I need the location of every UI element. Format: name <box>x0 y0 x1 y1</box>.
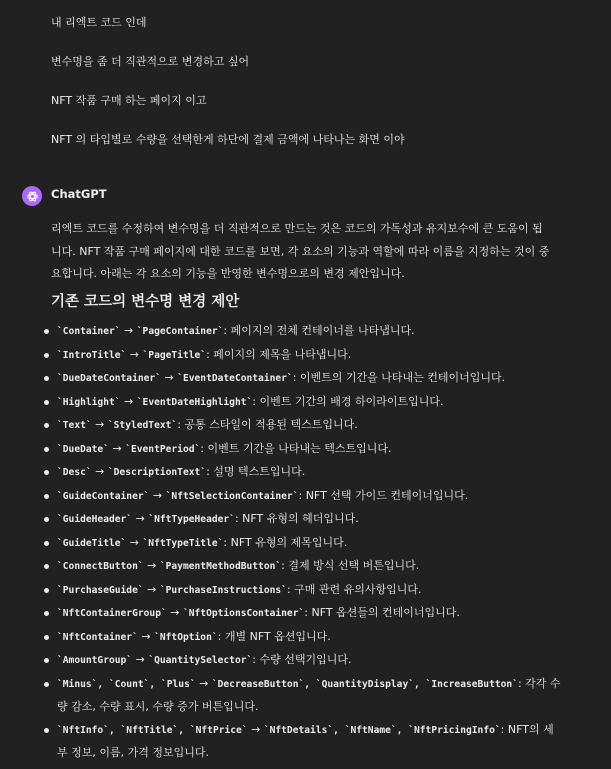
new-variable-name: `DescriptionText` <box>107 467 207 478</box>
old-variable-name: `GuideTitle` <box>57 537 127 549</box>
bullet-icon <box>44 470 49 475</box>
list-item <box>44 532 564 556</box>
rename-suggestion-list <box>44 320 564 765</box>
item-description: : 구매 관련 유의사항입니다. <box>286 582 422 596</box>
item-description: : 수량 선택기입니다. <box>252 653 352 666</box>
item-description: : 결제 방식 선택 버튼입니다. <box>281 559 420 572</box>
bullet-icon <box>44 658 49 663</box>
assistant-name: ChatGPT <box>51 187 107 201</box>
list-item <box>44 673 564 719</box>
item-description: : NFT 유형의 헤더입니다. <box>234 512 359 525</box>
assistant-avatar <box>22 186 42 206</box>
bullet-icon <box>44 423 49 428</box>
bullet-icon <box>44 494 49 499</box>
old-variable-name: `PurchaseGuide` <box>57 584 144 596</box>
old-variable-name: `Text` <box>57 420 92 431</box>
arrow-icon: → <box>91 418 108 431</box>
arrow-icon: → <box>247 722 264 736</box>
old-variable-name: `DueDateContainer` <box>57 373 161 384</box>
list-item <box>44 508 564 532</box>
old-variable-name: `DueDate` <box>57 443 109 455</box>
arrow-icon: → <box>143 582 160 596</box>
new-variable-name: `NftDetails`, `NftName`, `NftPricingInfo` <box>263 724 501 736</box>
new-variable-name: `DecreaseButton`, `QuantityDisplay`, `IncreaseButton` <box>211 678 518 690</box>
list-item <box>44 320 564 344</box>
bullet-icon <box>44 728 49 733</box>
section-heading: 기존 코드의 변수명 변경 제안 <box>51 294 240 310</box>
arrow-icon: → <box>160 371 178 384</box>
arrow-icon: → <box>195 676 212 690</box>
old-variable-name: `NftInfo`, `NftTitle`, `NftPrice` <box>57 724 248 736</box>
new-variable-name: `PurchaseInstructions` <box>159 584 287 596</box>
new-variable-name: `PageTitle` <box>142 349 207 361</box>
item-description: : 공통 스타일이 적용된 텍스트입니다. <box>177 418 358 431</box>
item-description: : 페이지의 제목을 나타냅니다. <box>206 347 352 361</box>
list-item <box>44 719 564 765</box>
old-variable-name: `NftContainer` <box>57 631 138 643</box>
new-variable-name: `PageContainer` <box>136 326 224 337</box>
bullet-icon <box>44 376 49 381</box>
arrow-icon: → <box>132 653 149 666</box>
old-variable-name: `NftContainerGroup` <box>57 608 167 619</box>
old-variable-name: `IntroTitle` <box>57 349 127 361</box>
list-item <box>44 414 564 438</box>
item-description: : 이벤트 기간의 배경 하이라이트입니다. <box>252 394 444 408</box>
item-description: : 이벤트 기간을 나타내는 텍스트입니다. <box>200 441 392 455</box>
old-variable-name: `AmountGroup` <box>57 655 133 666</box>
bullet-icon <box>44 329 49 334</box>
assistant-intro-paragraph: 리엑트 코드를 수정하여 변수명을 더 직관적으로 만드는 것은 코드의 가독성과 유지보수에 큰 도움이 됩니다. NFT 작품 구매 페이지에 대한 코드를 보면, 각 요소의 기능과 역할에 따라 이름을 지정하는 것이 중요합니다. 아래는 각 요소의 기능을 반영한 변수명으로의 변경 제안입니다. <box>51 222 550 280</box>
arrow-icon: → <box>120 394 137 408</box>
item-description: : 설명 텍스트입니다. <box>206 465 306 478</box>
list-item <box>44 626 564 650</box>
user-message-line: NFT 의 타입별로 수량을 선택한게 하단에 결제 금액에 나타나는 화면 이야 <box>51 133 405 146</box>
item-description: : 개별 NFT 옵션입니다. <box>217 629 331 643</box>
new-variable-name: `QuantitySelector` <box>148 655 253 666</box>
arrow-icon: → <box>166 606 183 619</box>
new-variable-name: `NftTypeHeader` <box>148 514 235 525</box>
old-variable-name: `GuideHeader` <box>57 514 133 525</box>
item-description: : NFT의 세부 정보, 이름, 가격 정보입니다. <box>57 722 554 759</box>
item-description: : 이벤트의 기간을 나타내는 컨테이너입니다. <box>292 371 506 384</box>
list-item <box>44 602 564 626</box>
bullet-icon <box>44 400 49 405</box>
new-variable-name: `EventDateContainer` <box>177 373 293 384</box>
bullet-icon <box>44 611 49 616</box>
old-variable-name: `Desc` <box>57 467 92 478</box>
list-item <box>44 344 564 368</box>
arrow-icon: → <box>91 465 108 478</box>
list-item <box>44 649 564 673</box>
new-variable-name: `NftSelectionContainer` <box>165 490 299 502</box>
new-variable-name: `NftOption` <box>154 631 218 643</box>
item-description: : NFT 유형의 제목입니다. <box>223 535 348 549</box>
arrow-icon: → <box>132 512 149 525</box>
arrow-icon: → <box>126 347 143 361</box>
arrow-icon: → <box>126 535 143 549</box>
bullet-icon <box>44 588 49 593</box>
user-message-line: 내 리엑트 코드 인데 <box>51 16 147 29</box>
new-variable-name: `NftOptionsContainer` <box>182 608 305 619</box>
list-item <box>44 579 564 603</box>
list-item <box>44 485 564 509</box>
new-variable-name: `StyledText` <box>107 420 178 431</box>
item-description: : 각각 수량 감소, 수량 표시, 수량 증가 버튼입니다. <box>57 676 561 713</box>
bullet-icon <box>44 353 49 358</box>
list-item <box>44 461 564 485</box>
item-description: : NFT 옵션들의 컨테이너입니다. <box>304 606 460 619</box>
bullet-icon <box>44 447 49 452</box>
new-variable-name: `EventPeriod` <box>125 443 201 455</box>
bullet-icon <box>44 635 49 640</box>
arrow-icon: → <box>149 488 166 502</box>
bullet-icon <box>44 517 49 522</box>
old-variable-name: `Container` <box>57 326 121 337</box>
arrow-icon: → <box>143 559 160 572</box>
arrow-icon: → <box>120 324 137 337</box>
user-message-line: NFT 작품 구매 하는 페이지 이고 <box>51 94 207 107</box>
list-item <box>44 391 564 415</box>
user-message-line: 변수명을 좀 더 직관적으로 변경하고 싶어 <box>51 55 250 68</box>
item-description: : NFT 선택 가이드 컨테이너입니다. <box>298 488 469 502</box>
arrow-icon: → <box>137 629 155 643</box>
item-description: : 페이지의 전체 컨테이너를 나타냅니다. <box>223 324 415 337</box>
list-item <box>44 367 564 391</box>
list-item <box>44 438 564 462</box>
old-variable-name: `ConnectButton` <box>57 561 144 572</box>
list-item <box>44 555 564 579</box>
arrow-icon: → <box>108 441 126 455</box>
new-variable-name: `NftTypeTitle` <box>142 537 224 549</box>
old-variable-name: `Minus`, `Count`, `Plus` <box>57 678 196 690</box>
chatgpt-logo-icon <box>26 190 39 203</box>
old-variable-name: `GuideContainer` <box>57 490 150 502</box>
old-variable-name: `Highlight` <box>57 396 121 408</box>
bullet-icon <box>44 564 49 569</box>
new-variable-name: `EventDateHighlight` <box>136 396 253 408</box>
bullet-icon <box>44 541 49 546</box>
new-variable-name: `PaymentMethodButton` <box>159 561 282 572</box>
bullet-icon <box>44 682 49 687</box>
